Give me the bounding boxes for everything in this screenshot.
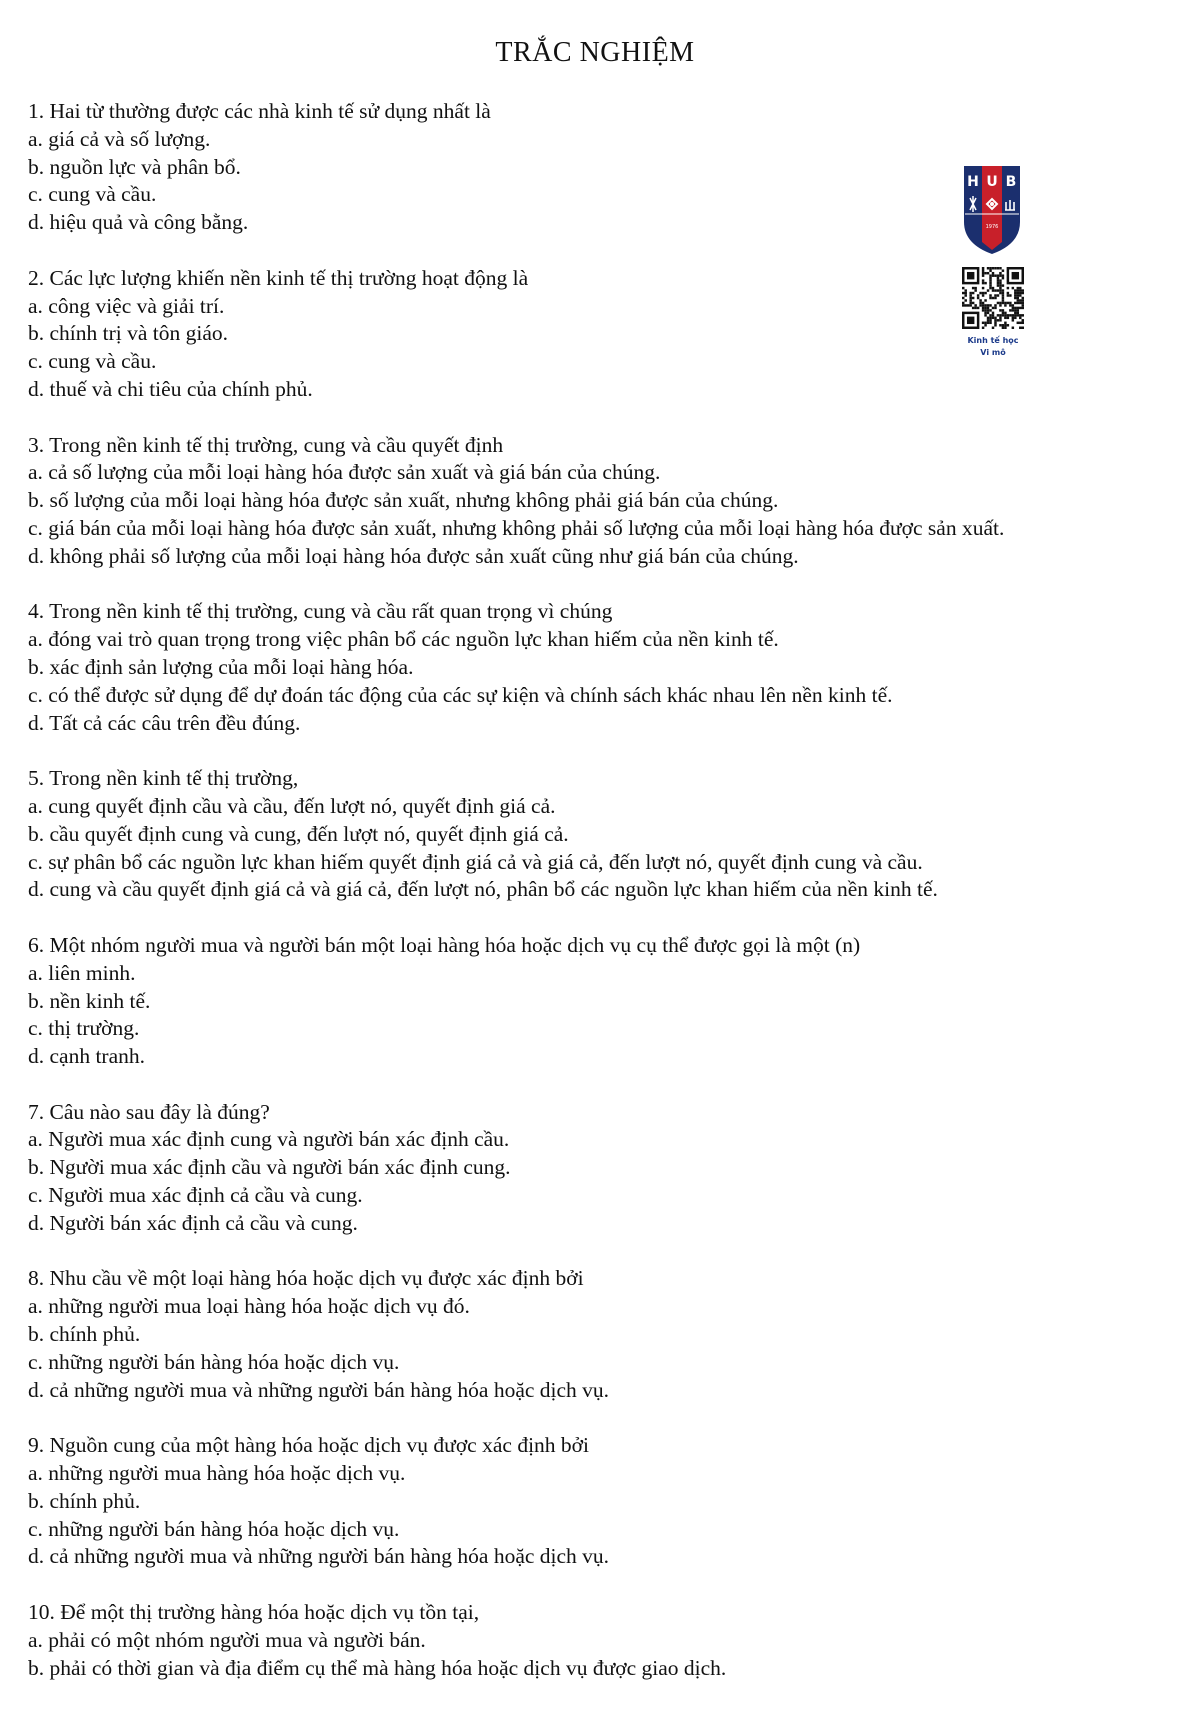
answer-option: b. phải có thời gian và địa điểm cụ thể mà hàng hóa hoặc dịch vụ được giao dịch. xyxy=(28,1655,727,1680)
question-stem: 2. Các lực lượng khiến nền kinh tế thị trường hoạt động là xyxy=(28,265,529,290)
svg-text:U: U xyxy=(986,174,998,190)
question-stem: 6. Một nhóm người mua và người bán một loại hàng hóa hoặc dịch vụ cụ thể được gọi là một (n) xyxy=(28,932,861,957)
answer-option: a. những người mua hàng hóa hoặc dịch vụ. xyxy=(28,1461,406,1486)
answer-option: a. giá cả và số lượng. xyxy=(28,126,211,151)
answer-option: d. Người bán xác định cả cầu và cung. xyxy=(28,1210,358,1235)
svg-text:B: B xyxy=(1005,174,1017,190)
answer-option: b. Người mua xác định cầu và người bán xác định cung. xyxy=(28,1155,511,1180)
answer-option: d. thuế và chi tiêu của chính phủ. xyxy=(28,376,313,401)
answer-option: d. cả những người mua và những người bán hàng hóa hoặc dịch vụ. xyxy=(28,1544,610,1569)
answer-option: d. không phải số lượng của mỗi loại hàng hóa được sản xuất cũng như giá bán của chúng. xyxy=(28,543,799,568)
answer-option: b. số lượng của mỗi loại hàng hóa được sản xuất, nhưng không phải giá bán của chúng. xyxy=(28,488,779,513)
answer-option: a. đóng vai trò quan trọng trong việc phân bổ các nguồn lực khan hiếm của nền kinh tế. xyxy=(28,627,779,652)
answer-option: c. có thể được sử dụng để dự đoán tác động của các sự kiện và chính sách khác nhau lên nền kinh tế. xyxy=(28,682,893,707)
question-block xyxy=(28,598,1178,737)
question-stem: 3. Trong nền kinh tế thị trường, cung và cầu quyết định xyxy=(28,432,504,457)
logo-caption-line1: Kinh tế học xyxy=(967,336,1019,345)
answer-option: b. chính phủ. xyxy=(28,1322,141,1347)
answer-option: c. sự phân bổ các nguồn lực khan hiếm quyết định giá cả và giá cả, đến lượt nó, quyết định cung và cầu. xyxy=(28,849,923,874)
question-block xyxy=(28,432,1178,571)
svg-text:1976: 1976 xyxy=(985,224,999,230)
answer-option: a. liên minh. xyxy=(28,960,136,985)
question-block xyxy=(28,765,1178,904)
answer-option: d. cung và cầu quyết định giá cả và giá cả, đến lượt nó, phân bổ các nguồn lực khan hiếm của nền kinh tế. xyxy=(28,877,938,902)
question-stem: 5. Trong nền kinh tế thị trường, xyxy=(28,766,299,791)
qr-code xyxy=(962,267,1024,329)
answer-option: b. nền kinh tế. xyxy=(28,988,151,1013)
question-stem: 10. Để một thị trường hàng hóa hoặc dịch vụ tồn tại, xyxy=(28,1600,480,1625)
answer-option: a. những người mua loại hàng hóa hoặc dịch vụ đó. xyxy=(28,1294,470,1319)
question-block xyxy=(28,1432,1178,1571)
university-logo xyxy=(962,164,1022,256)
question-block xyxy=(28,1099,1178,1238)
answer-option: c. cung và cầu. xyxy=(28,182,157,207)
question-stem: 4. Trong nền kinh tế thị trường, cung và cầu rất quan trọng vì chúng xyxy=(28,599,613,624)
answer-option: b. xác định sản lượng của mỗi loại hàng hóa. xyxy=(28,654,414,679)
answer-option: b. cầu quyết định cung và cung, đến lượt nó, quyết định giá cả. xyxy=(28,821,569,846)
page-title: TRẮC NGHIỆM xyxy=(495,37,695,68)
answer-option: d. cả những người mua và những người bán hàng hóa hoặc dịch vụ. xyxy=(28,1377,610,1402)
answer-option: c. Người mua xác định cả cầu và cung. xyxy=(28,1183,363,1208)
answer-option: c. những người bán hàng hóa hoặc dịch vụ. xyxy=(28,1349,400,1374)
answer-option: d. cạnh tranh. xyxy=(28,1044,146,1069)
answer-option: a. cả số lượng của mỗi loại hàng hóa được sản xuất và giá bán của chúng. xyxy=(28,460,661,485)
answer-option: c. thị trường. xyxy=(28,1016,140,1041)
logo-caption-line2: Vi mô xyxy=(980,348,1006,357)
answer-option: c. giá bán của mỗi loại hàng hóa được sản xuất, nhưng không phải số lượng của mỗi loại hàng hóa được sản xuất. xyxy=(28,515,1005,540)
question-block xyxy=(28,932,1178,1071)
answer-option: a. phải có một nhóm người mua và người bán. xyxy=(28,1627,426,1652)
answer-option: b. nguồn lực và phân bổ. xyxy=(28,154,241,179)
answer-option: b. chính phủ. xyxy=(28,1488,141,1513)
question-stem: 9. Nguồn cung của một hàng hóa hoặc dịch vụ được xác định bởi xyxy=(28,1433,590,1458)
question-block xyxy=(28,1599,1178,1682)
question-stem: 1. Hai từ thường được các nhà kinh tế sử dụng nhất là xyxy=(28,99,491,123)
svg-text:H: H xyxy=(967,174,979,190)
answer-option: a. cung quyết định cầu và cầu, đến lượt nó, quyết định giá cả. xyxy=(28,793,556,818)
question-stem: 7. Câu nào sau đây là đúng? xyxy=(28,1099,270,1124)
answer-option: c. những người bán hàng hóa hoặc dịch vụ. xyxy=(28,1516,400,1541)
question-block xyxy=(28,1265,1178,1404)
question-stem: 8. Nhu cầu về một loại hàng hóa hoặc dịch vụ được xác định bởi xyxy=(28,1266,584,1291)
answer-option: b. chính trị và tôn giáo. xyxy=(28,321,229,346)
answer-option: d. hiệu quả và công bằng. xyxy=(28,210,249,235)
answer-option: c. cung và cầu. xyxy=(28,349,157,374)
answer-option: a. công việc và giải trí. xyxy=(28,293,225,318)
answer-option: d. Tất cả các câu trên đều đúng. xyxy=(28,710,301,735)
logo-block xyxy=(958,164,1028,358)
answer-option: a. Người mua xác định cung và người bán xác định cầu. xyxy=(28,1127,510,1152)
